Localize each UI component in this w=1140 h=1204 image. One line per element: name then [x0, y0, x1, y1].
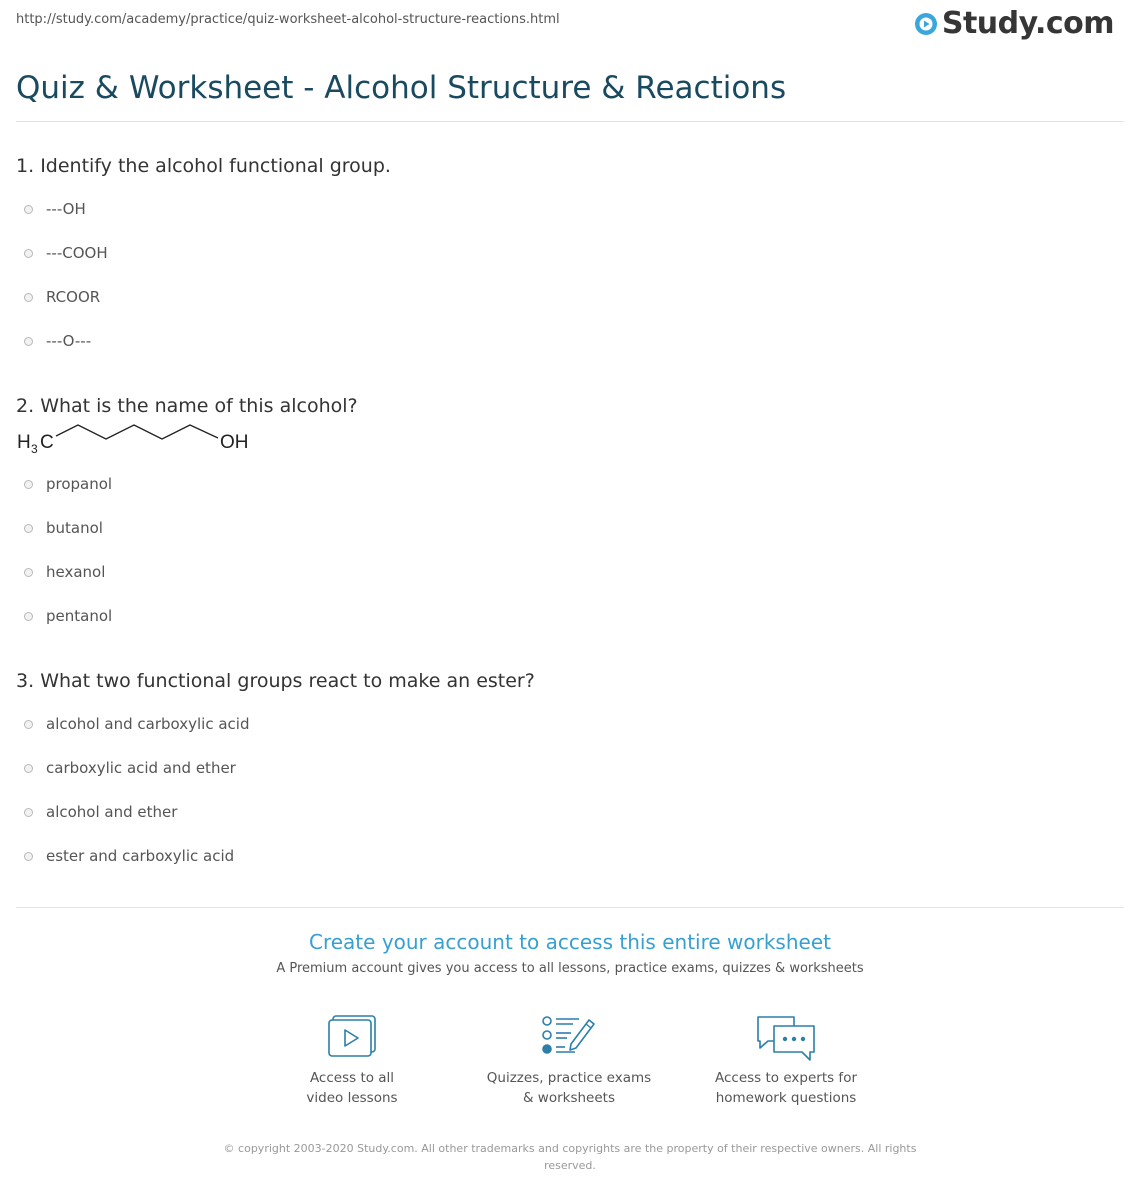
choice-q1-c[interactable] — [24, 288, 100, 306]
choice-label: ---COOH — [46, 244, 108, 262]
feature-line-1: Quizzes, practice exams — [486, 1070, 652, 1086]
feature-quizzes — [474, 1014, 664, 1108]
question-text: What is the name of this alcohol? — [40, 395, 358, 417]
radio-button[interactable] — [24, 764, 33, 773]
question-number: 1. — [16, 155, 35, 177]
choice-q3-d[interactable] — [24, 847, 234, 865]
choice-label: RCOOR — [46, 288, 101, 306]
choice-label: ---O--- — [46, 332, 92, 350]
question-text: Identify the alcohol functional group. — [40, 155, 391, 177]
choice-q2-d[interactable] — [24, 607, 112, 625]
molecule-c: C — [40, 432, 54, 453]
question-number: 3. — [16, 670, 35, 692]
radio-button[interactable] — [24, 568, 33, 577]
study-logo[interactable] — [914, 6, 1114, 41]
feature-video-lessons — [257, 1014, 447, 1108]
choice-label: propanol — [46, 475, 113, 493]
choice-label: butanol — [46, 519, 103, 537]
question-text: What two functional groups react to make an ester? — [40, 670, 535, 692]
choice-q3-b[interactable] — [24, 759, 236, 777]
choice-q2-b[interactable] — [24, 519, 103, 537]
choice-label: alcohol and ether — [46, 803, 178, 821]
choice-label: carboxylic acid and ether — [46, 759, 236, 777]
choice-label: ---OH — [46, 200, 86, 218]
radio-button[interactable] — [24, 337, 33, 346]
question-2 — [16, 395, 358, 417]
radio-button[interactable] — [24, 852, 33, 861]
cta-divider — [16, 907, 1124, 908]
choice-label: pentanol — [46, 607, 113, 625]
choice-q1-d[interactable] — [24, 332, 91, 350]
choice-q2-a[interactable] — [24, 475, 112, 493]
feature-line-1: Access to all — [309, 1070, 395, 1086]
radio-button[interactable] — [24, 293, 33, 302]
choice-q3-a[interactable] — [24, 715, 249, 733]
question-3 — [16, 670, 535, 692]
play-icon — [914, 12, 938, 36]
pentanol-structure-diagram — [16, 422, 266, 458]
feature-line-2: video lessons — [306, 1090, 398, 1106]
video-lesson-icon — [326, 1014, 378, 1058]
feature-line-2: & worksheets — [522, 1090, 615, 1106]
quiz-checklist-icon — [541, 1014, 597, 1058]
title-divider — [16, 121, 1124, 122]
radio-button[interactable] — [24, 205, 33, 214]
choice-q1-b[interactable] — [24, 244, 108, 262]
page-url: http://study.com/academy/practice/quiz-worksheet-alcohol-structure-reactions.html — [16, 12, 560, 27]
choice-label: hexanol — [46, 563, 106, 581]
page-title: Quiz & Worksheet - Alcohol Structure & Reactions — [16, 70, 787, 106]
choice-label: ester and carboxylic acid — [46, 847, 235, 865]
carbon-chain — [56, 425, 218, 439]
choice-q1-a[interactable] — [24, 200, 86, 218]
question-1 — [16, 155, 391, 177]
radio-button[interactable] — [24, 808, 33, 817]
copyright-notice: © copyright 2003-2020 Study.com. All other trademarks and copyrights are the property of their respective owners. All rights reserved. — [223, 1142, 917, 1172]
premium-description: A Premium account gives you access to all lessons, practice exams, quizzes & worksheets — [276, 961, 864, 976]
choice-q2-c[interactable] — [24, 563, 105, 581]
feature-line-2: homework questions — [715, 1090, 857, 1106]
logo-text: Study.com — [941, 6, 1114, 41]
choice-q3-c[interactable] — [24, 803, 177, 821]
radio-button[interactable] — [24, 524, 33, 533]
radio-button[interactable] — [24, 480, 33, 489]
feature-experts — [691, 1014, 881, 1108]
radio-button[interactable] — [24, 249, 33, 258]
create-account-link[interactable]: Create your account to access this entire worksheet — [309, 930, 831, 954]
question-number: 2. — [16, 395, 35, 417]
radio-button[interactable] — [24, 612, 33, 621]
molecule-oh: OH — [220, 432, 249, 453]
choice-label: alcohol and carboxylic acid — [46, 715, 250, 733]
feature-line-1: Access to experts for — [714, 1070, 857, 1086]
molecule-subscript: 3 — [31, 442, 38, 456]
chat-bubbles-icon — [754, 1014, 818, 1062]
molecule-h: H — [17, 432, 31, 453]
radio-button[interactable] — [24, 720, 33, 729]
